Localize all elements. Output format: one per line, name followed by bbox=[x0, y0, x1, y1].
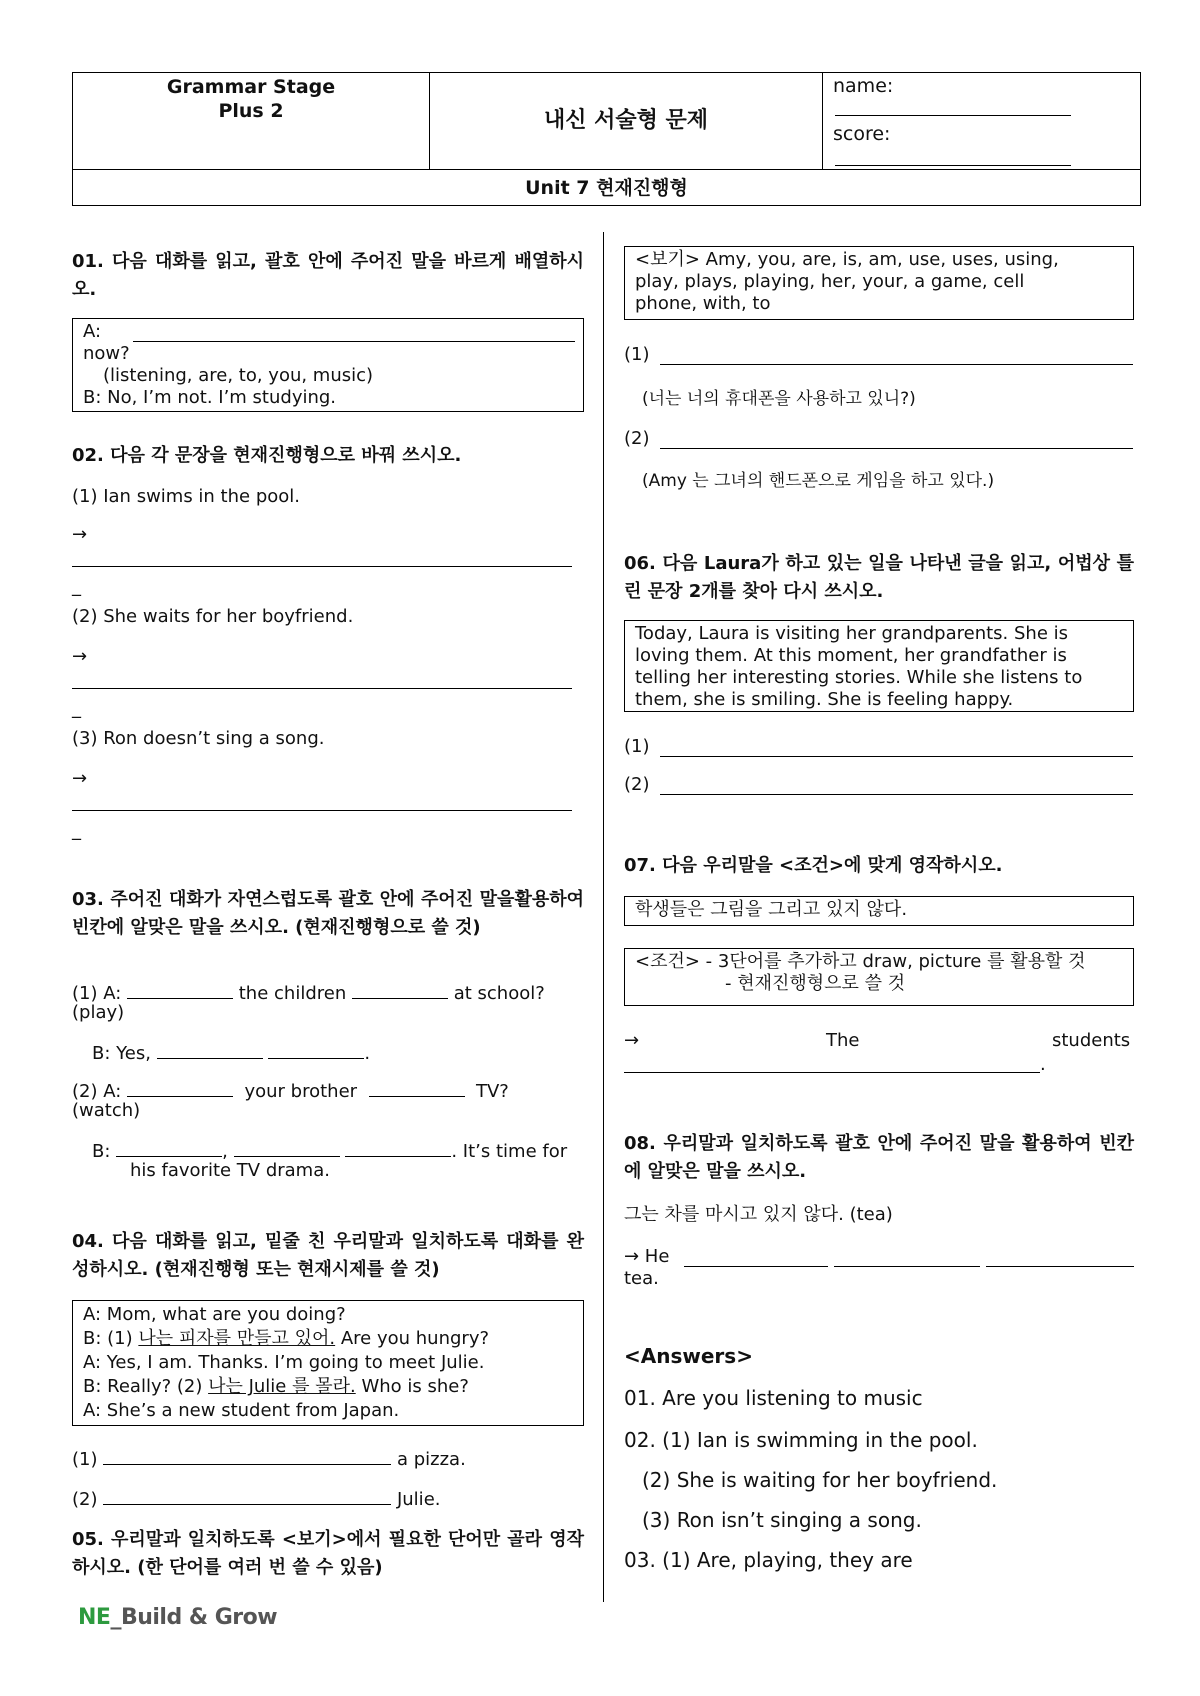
q03-i2-b-post: . It’s time for bbox=[451, 1141, 568, 1162]
q03-blank-2c[interactable] bbox=[116, 1138, 222, 1157]
q04-blank-2[interactable] bbox=[103, 1486, 391, 1505]
q03-i2-a-post: TV? bbox=[475, 1081, 509, 1102]
q05-prompt: 05. 우리말과 일치하도록 <보기>에서 필요한 단어만 골라 영작하시오. (한 단어를 여러 번 쓸 수 있음) bbox=[72, 1529, 584, 1578]
q07-condition-box bbox=[624, 948, 1134, 1006]
answer-02-3: (3) Ron isn’t singing a song. bbox=[642, 1508, 922, 1532]
q03-blank-1c[interactable] bbox=[157, 1040, 263, 1059]
q08-korean: 그는 차를 마시고 있지 않다. (tea) bbox=[624, 1204, 893, 1225]
q07-condition-2: - 현재진행형으로 쓸 것 bbox=[725, 973, 906, 994]
q06-answer-line-2[interactable] bbox=[660, 794, 1133, 795]
q02-arrow-3: → bbox=[72, 768, 88, 789]
q03-blank-2d[interactable] bbox=[234, 1138, 340, 1157]
q03-item-2-hint: (watch) bbox=[72, 1100, 141, 1121]
score-line[interactable] bbox=[835, 165, 1071, 166]
score-label: score: bbox=[833, 123, 891, 145]
logo-text: _Build & Grow bbox=[110, 1605, 278, 1630]
q08-prompt: 08. 우리말과 일치하도록 괄호 안에 주어진 말을 활용하여 빈칸에 알맞은 말을 쓰시오. bbox=[624, 1133, 1134, 1182]
q04-a2-post: Julie. bbox=[396, 1489, 441, 1510]
q02-answer-line-1[interactable] bbox=[72, 566, 572, 567]
q05-answer-line-2[interactable] bbox=[660, 448, 1133, 449]
q04-line-3: A: Yes, I am. Thanks. I’m going to meet Julie. bbox=[83, 1352, 485, 1373]
q01-line-now: now? bbox=[83, 343, 130, 364]
q01-answer-line[interactable] bbox=[133, 341, 575, 342]
q05-box-line-1: <보기> Amy, you, are, is, am, use, uses, using, bbox=[635, 249, 1059, 270]
q04-answer-2 bbox=[72, 1486, 440, 1511]
q04-dialogue-box bbox=[72, 1300, 584, 1426]
q05-num-2: (2) bbox=[624, 428, 650, 449]
q03-i2-b-label: B: bbox=[92, 1141, 111, 1162]
q02-answer-line-2[interactable] bbox=[72, 688, 572, 689]
q03-item-1-a bbox=[72, 980, 584, 1005]
q02-arrow-1: → bbox=[72, 524, 88, 545]
name-score-cell bbox=[823, 73, 1140, 169]
q07-students: students bbox=[1052, 1030, 1131, 1051]
answer-02-1: 02. (1) Ian is swimming in the pool. bbox=[624, 1428, 978, 1452]
q06-passage-line-4: them, she is smiling. She is feeling happy. bbox=[635, 689, 1014, 710]
q01-hint: (listening, are, to, you, music) bbox=[103, 365, 374, 386]
q03-item-2-b-cont: his favorite TV drama. bbox=[130, 1160, 330, 1181]
q06-answer-line-1[interactable] bbox=[660, 756, 1133, 757]
q04-line-2 bbox=[83, 1327, 573, 1351]
q01-line-b: B: No, I’m not. I’m studying. bbox=[83, 387, 337, 408]
q03-comma: , bbox=[222, 1141, 228, 1162]
answer-02-2: (2) She is waiting for her boyfriend. bbox=[642, 1468, 998, 1492]
q07-the: The bbox=[826, 1030, 860, 1051]
q02-item-1: (1) Ian swims in the pool. bbox=[72, 486, 300, 507]
q01-line-a: A: bbox=[83, 321, 102, 342]
name-label: name: bbox=[833, 75, 894, 97]
q05-word-box bbox=[624, 246, 1134, 320]
q07-condition-1: <조건> - 3단어를 추가하고 draw, picture 를 활용할 것 bbox=[635, 951, 1086, 972]
q05-answer-line-1[interactable] bbox=[660, 364, 1133, 365]
q07-period: . bbox=[1040, 1054, 1046, 1075]
q06-num-2: (2) bbox=[624, 774, 650, 795]
q08-blank-3[interactable] bbox=[986, 1266, 1134, 1267]
answers-heading: <Answers> bbox=[624, 1344, 753, 1368]
q03-blank-2b[interactable] bbox=[369, 1078, 465, 1097]
q02-dash-3: _ bbox=[72, 820, 81, 841]
q04-line-4 bbox=[83, 1375, 573, 1399]
q06-passage-line-3: telling her interesting stories. While she listens to bbox=[635, 667, 1083, 688]
q03-blank-2e[interactable] bbox=[345, 1138, 451, 1157]
q03-blank-2a[interactable] bbox=[127, 1078, 233, 1097]
q03-i1-b-label: B: Yes, bbox=[92, 1043, 151, 1064]
q04-line-1: A: Mom, what are you doing? bbox=[83, 1304, 346, 1325]
q03-period: . bbox=[364, 1043, 371, 1064]
logo-ne: NE bbox=[78, 1605, 111, 1630]
q03-blank-1d[interactable] bbox=[268, 1040, 364, 1059]
unit-title: Unit 7 현재진행형 bbox=[73, 169, 1140, 207]
q02-dash-1: _ bbox=[72, 576, 81, 597]
q01-dialogue-box bbox=[72, 318, 584, 412]
q04-l2-post: Are you hungry? bbox=[335, 1328, 490, 1349]
q06-prompt: 06. 다음 Laura가 하고 있는 일을 나타낸 글을 읽고, 어법상 틀린 문장 2개를 찾아 다시 쓰시오. bbox=[624, 553, 1134, 602]
q03-i1-a-label: (1) A: bbox=[72, 983, 122, 1004]
q03-i2-a-label: (2) A: bbox=[72, 1081, 122, 1102]
q08-blank-2[interactable] bbox=[834, 1266, 980, 1267]
q04-answer-1 bbox=[72, 1446, 466, 1471]
q03-prompt: 03. 주어진 대화가 자연스럽도록 괄호 안에 주어진 말을활용하여 빈칸에 알맞은 말을 쓰시오. (현재진행형으로 쓸 것) bbox=[72, 889, 584, 938]
q03-item-1-b bbox=[92, 1040, 370, 1065]
column-divider bbox=[603, 232, 604, 1602]
q04-a1-num: (1) bbox=[72, 1449, 98, 1470]
q07-korean-box bbox=[624, 896, 1134, 926]
q03-blank-1a[interactable] bbox=[127, 980, 233, 999]
q03-i2-a-mid: your brother bbox=[244, 1081, 358, 1102]
q06-passage-line-2: loving them. At this moment, her grandfather is bbox=[635, 645, 1067, 666]
header-table bbox=[72, 72, 1141, 206]
q08-tea: tea. bbox=[624, 1268, 659, 1289]
q05-korean-2: (Amy 는 그녀의 핸드폰으로 게임을 하고 있다.) bbox=[642, 471, 995, 491]
q04-a2-num: (2) bbox=[72, 1489, 98, 1510]
q04-blank-1[interactable] bbox=[103, 1446, 391, 1465]
q02-item-2: (2) She waits for her boyfriend. bbox=[72, 606, 354, 627]
q04-l4-pre: B: Really? (2) bbox=[83, 1376, 209, 1397]
q02-answer-line-3[interactable] bbox=[72, 810, 572, 811]
q01-prompt: 01. 다음 대화를 읽고, 괄호 안에 주어진 말을 바르게 배열하시오. bbox=[72, 251, 584, 300]
q05-num-1: (1) bbox=[624, 344, 650, 365]
series-line-1: Grammar Stage bbox=[166, 76, 336, 98]
q02-prompt: 02. 다음 각 문장을 현재진행형으로 바꿔 쓰시오. bbox=[72, 445, 462, 466]
q05-box-line-2: play, plays, playing, her, your, a game, cell bbox=[635, 271, 1025, 292]
q05-box-line-3: phone, with, to bbox=[635, 293, 771, 314]
q07-answer-line[interactable] bbox=[624, 1072, 1040, 1073]
q04-prompt: 04. 다음 대화를 읽고, 밑줄 친 우리말과 일치하도록 대화를 완성하시오. (현재진행형 또는 현재시제를 쓸 것) bbox=[72, 1231, 584, 1280]
q03-item-1-hint: (play) bbox=[72, 1002, 125, 1023]
q04-l2-pre: B: (1) bbox=[83, 1328, 139, 1349]
q08-blank-1[interactable] bbox=[684, 1266, 828, 1267]
q05-korean-1: (너는 너의 휴대폰을 사용하고 있니?) bbox=[642, 389, 916, 409]
q06-passage-line-1: Today, Laura is visiting her grandparents. She is bbox=[635, 623, 1068, 644]
q02-dash-2: _ bbox=[72, 698, 81, 719]
q04-a1-post: a pizza. bbox=[396, 1449, 466, 1470]
q03-i1-a-post: at school? bbox=[453, 983, 545, 1004]
answer-01: 01. Are you listening to music bbox=[624, 1386, 923, 1410]
q04-line-5: A: She’s a new student from Japan. bbox=[83, 1400, 400, 1421]
name-line[interactable] bbox=[835, 115, 1071, 116]
q04-underlined-2: 나는 Julie 를 몰라. bbox=[208, 1376, 356, 1397]
q04-underlined-1: 나는 피자를 만들고 있어. bbox=[138, 1328, 336, 1349]
q06-num-1: (1) bbox=[624, 736, 650, 757]
series-line-2: Plus 2 bbox=[218, 100, 284, 122]
q07-korean: 학생들은 그림을 그리고 있지 않다. bbox=[635, 899, 908, 920]
worksheet-title: 내신 서술형 문제 bbox=[430, 73, 823, 169]
publisher-logo bbox=[78, 1605, 277, 1630]
q03-blank-1b[interactable] bbox=[352, 980, 448, 999]
q07-arrow: → bbox=[624, 1030, 640, 1051]
q04-l4-post: Who is she? bbox=[355, 1376, 469, 1397]
q02-item-3: (3) Ron doesn’t sing a song. bbox=[72, 728, 325, 749]
q06-passage-box bbox=[624, 620, 1134, 712]
q02-arrow-2: → bbox=[72, 646, 88, 667]
q08-he: → He bbox=[624, 1246, 670, 1267]
q07-prompt: 07. 다음 우리말을 <조건>에 맞게 영작하시오. bbox=[624, 855, 1003, 876]
series-cell bbox=[73, 73, 430, 169]
q03-i1-a-mid: the children bbox=[238, 983, 347, 1004]
answer-03-1: 03. (1) Are, playing, they are bbox=[624, 1548, 913, 1572]
